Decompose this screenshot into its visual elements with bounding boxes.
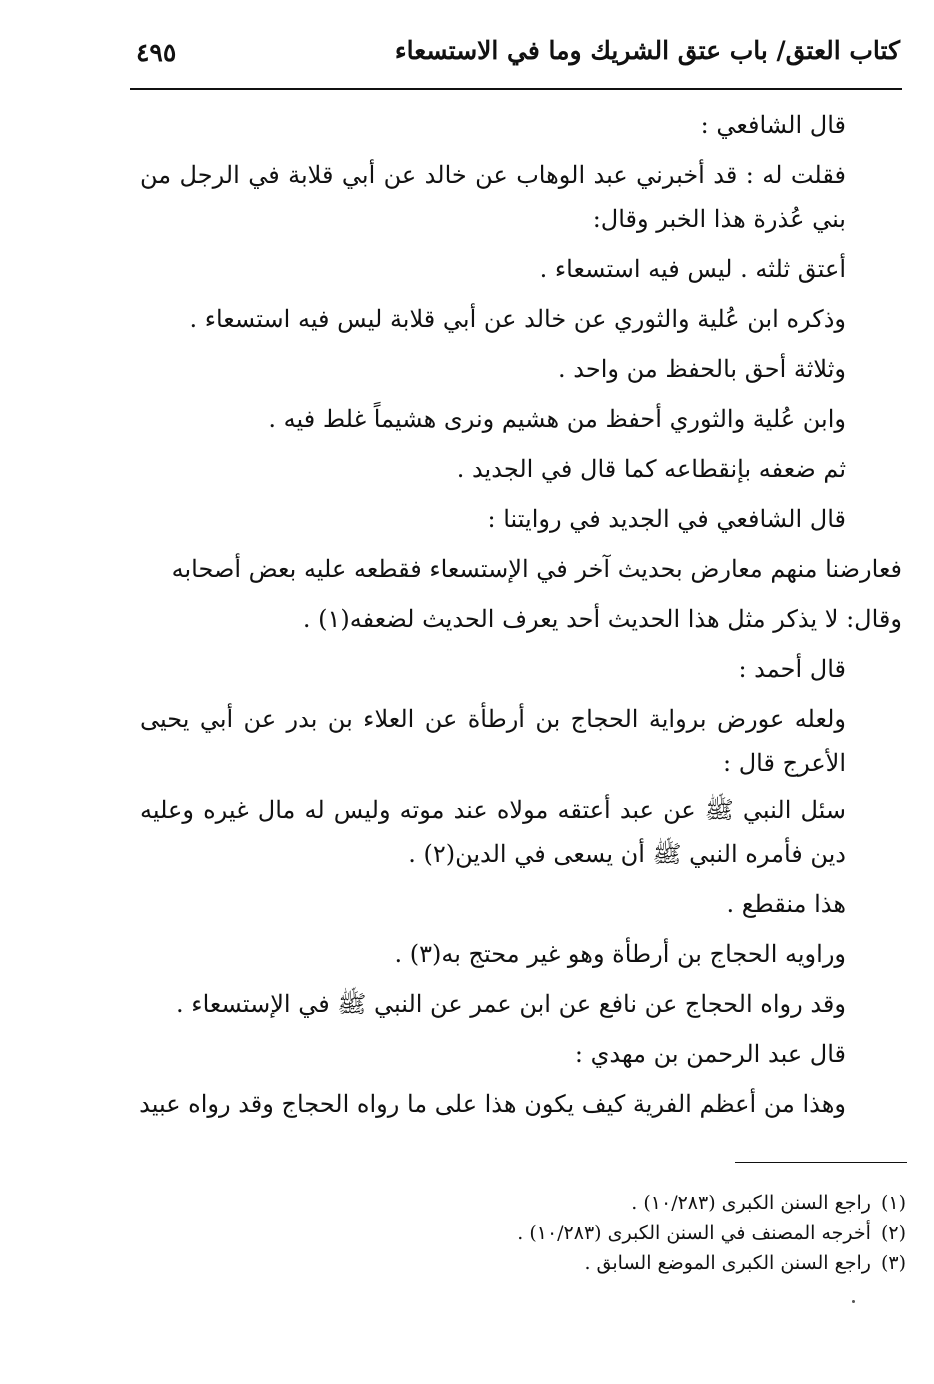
footnote-number: (٢): [880, 1222, 906, 1244]
footnote: [146, 1248, 906, 1278]
footnotes: [146, 1188, 906, 1278]
footnote-number: (١): [880, 1192, 906, 1214]
footnote-divider: [735, 1162, 907, 1163]
footnote: [146, 1188, 906, 1218]
footnote-text: راجع السنن الكبرى (١٠/٢٨٣) .: [631, 1192, 871, 1214]
footnote-text: راجع السنن الكبرى الموضع السابق .: [584, 1252, 871, 1274]
paragraph: وابن عُلية والثوري أحفظ من هشيم ونرى هشيماً غلط فيه .: [268, 405, 846, 433]
page-number: ٤٩٥: [136, 38, 177, 67]
paragraph: هذا منقطع .: [726, 890, 846, 918]
paragraph: سئل النبي ﷺ عن عبد أعتقه مولاه عند موته وليس له مال غيره وعليه دين فأمره النبي ﷺ أن يسعى في الدين(٢) .: [140, 796, 846, 868]
paragraph: وقال: لا يذكر مثل هذا الحديث أحد يعرف الحديث لضعفه(١) .: [302, 605, 902, 633]
paragraph: وقد رواه الحجاج عن نافع عن ابن عمر عن النبي ﷺ في الإستسعاء .: [176, 990, 846, 1018]
footnote-text: أخرجه المصنف في السنن الكبرى (١٠/٢٨٣) .: [517, 1222, 871, 1244]
paragraph: وذكره ابن عُلية والثوري عن خالد عن أبي قلابة ليس فيه استسعاء .: [189, 305, 846, 333]
footnote-number: (٣): [880, 1252, 906, 1274]
paragraph: وثلاثة أحق بالحفظ من واحد .: [558, 355, 846, 383]
footnote: [146, 1218, 906, 1248]
paragraph: وهذا من أعظم الفرية كيف يكون هذا على ما رواه الحجاج وقد رواه عبيد: [139, 1090, 846, 1118]
page-header: [130, 36, 900, 86]
paragraph: ثم ضعفه بإنقطاعه كما قال في الجديد .: [456, 455, 846, 483]
scan-speck: [852, 1300, 855, 1303]
paragraph: قال الشافعي :: [700, 111, 846, 139]
paragraph: قال عبد الرحمن بن مهدي :: [574, 1040, 846, 1068]
paragraph: فقلت له : قد أخبرني عبد الوهاب عن خالد عن أبي قلابة في الرجل من بني عُذرة هذا الخبر وقال:: [140, 161, 846, 233]
body-text: [140, 100, 902, 1129]
header-divider: [130, 88, 902, 90]
paragraph: قال الشافعي في الجديد في روايتنا :: [487, 505, 846, 533]
running-head: كتاب العتق/ باب عتق الشريك وما في الاستسعاء: [394, 36, 900, 65]
paragraph: أعتق ثلثه . ليس فيه استسعاء .: [539, 255, 846, 283]
paragraph: ولعله عورض برواية الحجاج بن أرطأة عن العلاء بن بدر عن أبي يحيى الأعرج قال :: [140, 705, 846, 777]
paragraph: وراويه الحجاج بن أرطأة وهو غير محتج به(٣) .: [394, 940, 846, 968]
paragraph: فعارضنا منهم معارض بحديث آخر في الإستسعاء فقطعه عليه بعض أصحابه: [171, 555, 902, 583]
paragraph: قال أحمد :: [738, 655, 846, 683]
